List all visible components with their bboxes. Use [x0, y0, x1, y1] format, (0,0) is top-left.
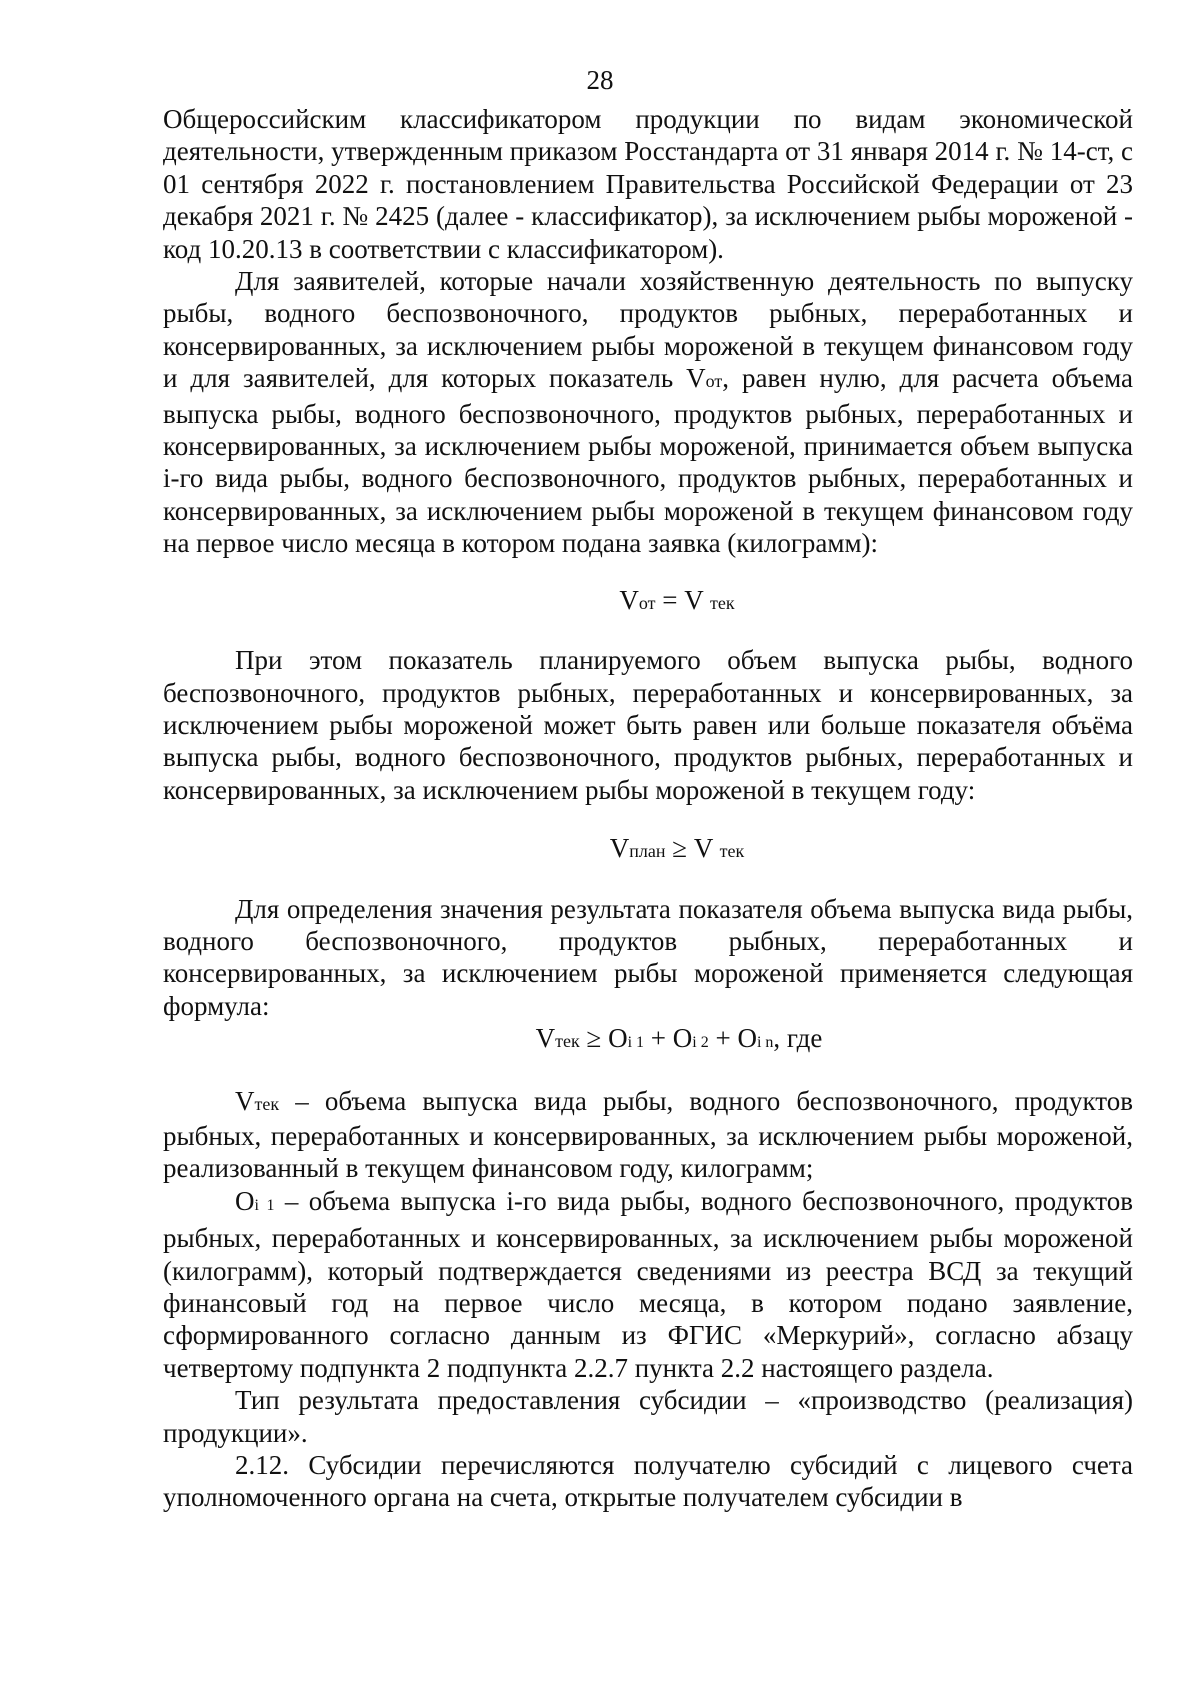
paragraph-classifier-continuation: Общероссийским классификатором продукции по видам экономической деятельности, утвержденным приказом Росстандарта от 31 января 2014 г. № 14-ст, с 01 сентября 2022 г. постановлением Правительства Российской Федерации от 23 декабря 2021 г. № 2425 (далее - классификатор), за исключением рыбы мороженой - код 10.20.13 в соответствии с классификатором).: [163, 104, 1133, 264]
formula-subscript: план: [629, 841, 666, 862]
formula-symbol: V: [609, 833, 630, 864]
formula-operator: = V: [655, 584, 711, 615]
subscript-tek: тек: [254, 1093, 280, 1114]
paragraph-oi1-definition: [163, 1185, 1133, 1384]
formula-tail: , где: [773, 1023, 823, 1054]
formula-operator: +: [644, 1023, 673, 1054]
formula-vtek-sum: [163, 1022, 1133, 1059]
page-number: 28: [586, 65, 614, 95]
formula-subscript: i 2: [692, 1034, 709, 1052]
subscript-i1: i 1: [254, 1196, 275, 1214]
paragraph-result-definition: Для определения значения результата показателя объема выпуска вида рыбы, водного беспозвоночного, продуктов рыбных, переработанных и консервированных, за исключением рыбы мороженой применяется следующая формула:: [163, 893, 1133, 1021]
formula-subscript: i n: [756, 1034, 774, 1052]
formula-operator: ≥ V: [665, 833, 720, 864]
formula-subscript: i 1: [627, 1034, 645, 1052]
formula-symbol: O: [737, 1023, 757, 1054]
paragraph-symbol: V: [235, 1085, 255, 1116]
formula-subscript: от: [638, 592, 656, 613]
formula-symbol: O: [608, 1023, 628, 1054]
document-body: [163, 103, 1133, 1514]
paragraph-symbol: O: [235, 1185, 255, 1216]
paragraph-vtek-definition: [163, 1085, 1133, 1185]
paragraph-text: – объема выпуска вида рыбы, водного беспозвоночного, продуктов рыбных, переработанных и консервированных, за исключением рыбы мороженой, реализованный в текущем финансовом году, килограмм;: [163, 1085, 1133, 1184]
formula-symbol: O: [672, 1023, 693, 1054]
formula-operator: ≥: [579, 1023, 609, 1054]
paragraph-text: – объема выпуска i-го вида рыбы, водного беспозвоночного, продуктов рыбных, переработанных и консервированных, за исключением рыбы мороженой (килограмм), который подтверждается сведениями из реестра ВСД за текущий финансовый год на первое число месяца, в котором подано заявление, сформированного согласно данным из ФГИС «Меркурий», согласно абзацу четвертому подпункта 2 подпункта 2.2.7 пункта 2.2 настоящего раздела.: [163, 1185, 1133, 1383]
formula-symbol: V: [619, 584, 639, 615]
formula-vplan-ge-vtek: [163, 832, 1133, 867]
formula-subscript: тек: [719, 841, 745, 862]
subscript-ot: от: [705, 371, 723, 392]
formula-subscript: тек: [555, 1031, 580, 1052]
paragraph-result-type: Тип результата предоставления субсидии – «производство (реализация) продукции».: [163, 1385, 1133, 1448]
paragraph-new-applicants: [163, 265, 1133, 560]
formula-symbol: V: [535, 1023, 556, 1054]
formula-subscript: тек: [710, 592, 735, 613]
paragraph-2-12: 2.12. Субсидии перечисляются получателю субсидий с лицевого счета уполномоченного органа на счета, открытые получателем субсидии в: [163, 1450, 1133, 1513]
formula-vot-equals-vtek: [163, 584, 1133, 619]
formula-operator: +: [708, 1023, 738, 1054]
paragraph-planned-volume: При этом показатель планируемого объем выпуска рыбы, водного беспозвоночного, продуктов рыбных, переработанных и консервированных, за исключением рыбы мороженой может быть равен или больше показателя объёма выпуска рыбы, водного беспозвоночного, продуктов рыбных, переработанных и консервированных, за исключением рыбы мороженой в текущем году:: [163, 645, 1133, 805]
paragraph-text: Для заявителей, которые начали хозяйственную деятельность по выпуску рыбы, водного беспозвоночного, продуктов рыбных, переработанных и консервированных, за исключением рыбы мороженой в текущем финансовом году и для заявителей, для которых показатель V: [163, 266, 1133, 394]
paragraph-text: , равен нулю, для расчета объема выпуска рыбы, водного беспозвоночного, продуктов рыбных, переработанных и консервированных, за исключением рыбы мороженой, принимается объем выпуска i-го вида рыбы, водного беспозвоночного, продуктов рыбных, переработанных и консервированных, за исключением рыбы мороженой в текущем финансовом году на первое число месяца в котором подана заявка (килограмм):: [163, 363, 1133, 559]
